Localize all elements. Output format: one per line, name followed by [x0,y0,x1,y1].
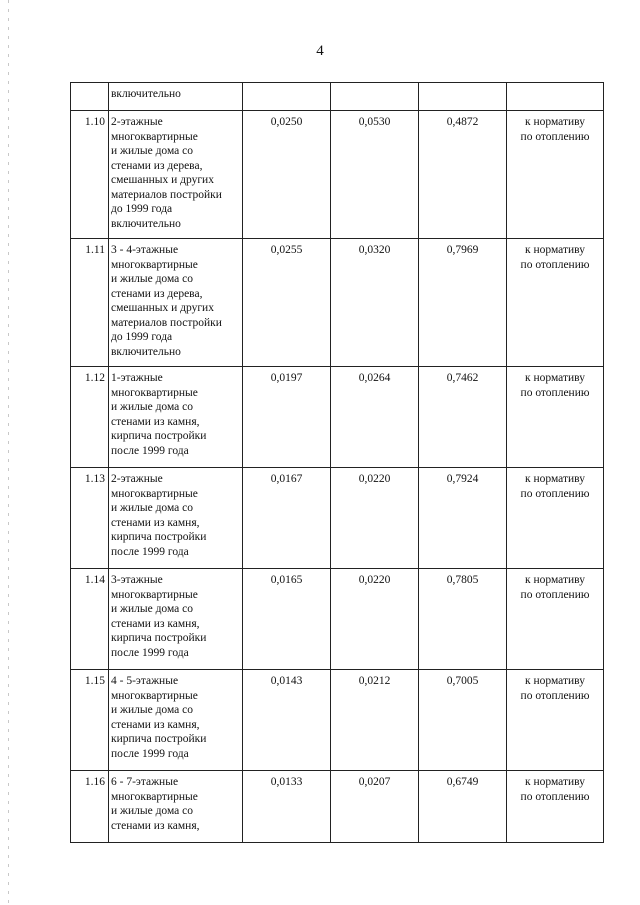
value-2: 0,0264 [331,367,419,468]
value-3: 0,7805 [419,569,507,670]
value-2: 0,0212 [331,670,419,771]
value-1: 0,0197 [243,367,331,468]
table-row [71,367,604,468]
row-note: к нормативу по отоплению [507,367,604,468]
table-row [71,111,604,239]
norms-table [70,82,604,843]
value-2: 0,0220 [331,468,419,569]
row-note: к нормативу по отоплению [507,569,604,670]
row-number: 1.14 [71,569,109,670]
table-row [71,468,604,569]
row-description: 4 - 5-этажные многоквартирные и жилые дома со стенами из камня, кирпича постройки после 1999 года [109,670,243,771]
value-cell-1 [243,83,331,111]
value-3: 0,7969 [419,239,507,367]
row-description: 3 - 4-этажные многоквартирные и жилые дома со стенами из дерева, смешанных и других материалов постройки до 1999 года включительно [109,239,243,367]
table-row [71,771,604,843]
row-number: 1.12 [71,367,109,468]
value-2: 0,0207 [331,771,419,843]
table-row-continuation [71,83,604,111]
value-2: 0,0530 [331,111,419,239]
row-number: 1.11 [71,239,109,367]
row-note: к нормативу по отоплению [507,771,604,843]
value-cell-2 [331,83,419,111]
value-2: 0,0220 [331,569,419,670]
row-number-cell [71,83,109,111]
row-number: 1.13 [71,468,109,569]
table-row [71,239,604,367]
value-2: 0,0320 [331,239,419,367]
row-description: включительно [109,83,243,111]
row-number: 1.16 [71,771,109,843]
value-3: 0,7005 [419,670,507,771]
value-1: 0,0143 [243,670,331,771]
table-row [71,569,604,670]
table-row [71,670,604,771]
value-1: 0,0165 [243,569,331,670]
value-3: 0,7462 [419,367,507,468]
row-note: к нормативу по отоплению [507,111,604,239]
row-number: 1.15 [71,670,109,771]
value-1: 0,0167 [243,468,331,569]
value-1: 0,0250 [243,111,331,239]
row-description: 6 - 7-этажные многоквартирные и жилые дома со стенами из камня, [109,771,243,843]
value-1: 0,0133 [243,771,331,843]
value-3: 0,4872 [419,111,507,239]
row-note: к нормативу по отоплению [507,239,604,367]
value-1: 0,0255 [243,239,331,367]
row-description: 2-этажные многоквартирные и жилые дома со стенами из камня, кирпича постройки после 1999 года [109,468,243,569]
row-description: 3-этажные многоквартирные и жилые дома со стенами из камня, кирпича постройки после 1999 года [109,569,243,670]
row-note: к нормативу по отоплению [507,468,604,569]
value-3: 0,7924 [419,468,507,569]
row-description: 2-этажные многоквартирные и жилые дома со стенами из дерева, смешанных и других материалов постройки до 1999 года включительно [109,111,243,239]
row-description: 1-этажные многоквартирные и жилые дома со стенами из камня, кирпича постройки после 1999 года [109,367,243,468]
value-3: 0,6749 [419,771,507,843]
scan-edge-artifact [8,0,9,905]
row-number: 1.10 [71,111,109,239]
note-cell [507,83,604,111]
row-note: к нормативу по отоплению [507,670,604,771]
value-cell-3 [419,83,507,111]
page-number: 4 [316,43,324,59]
